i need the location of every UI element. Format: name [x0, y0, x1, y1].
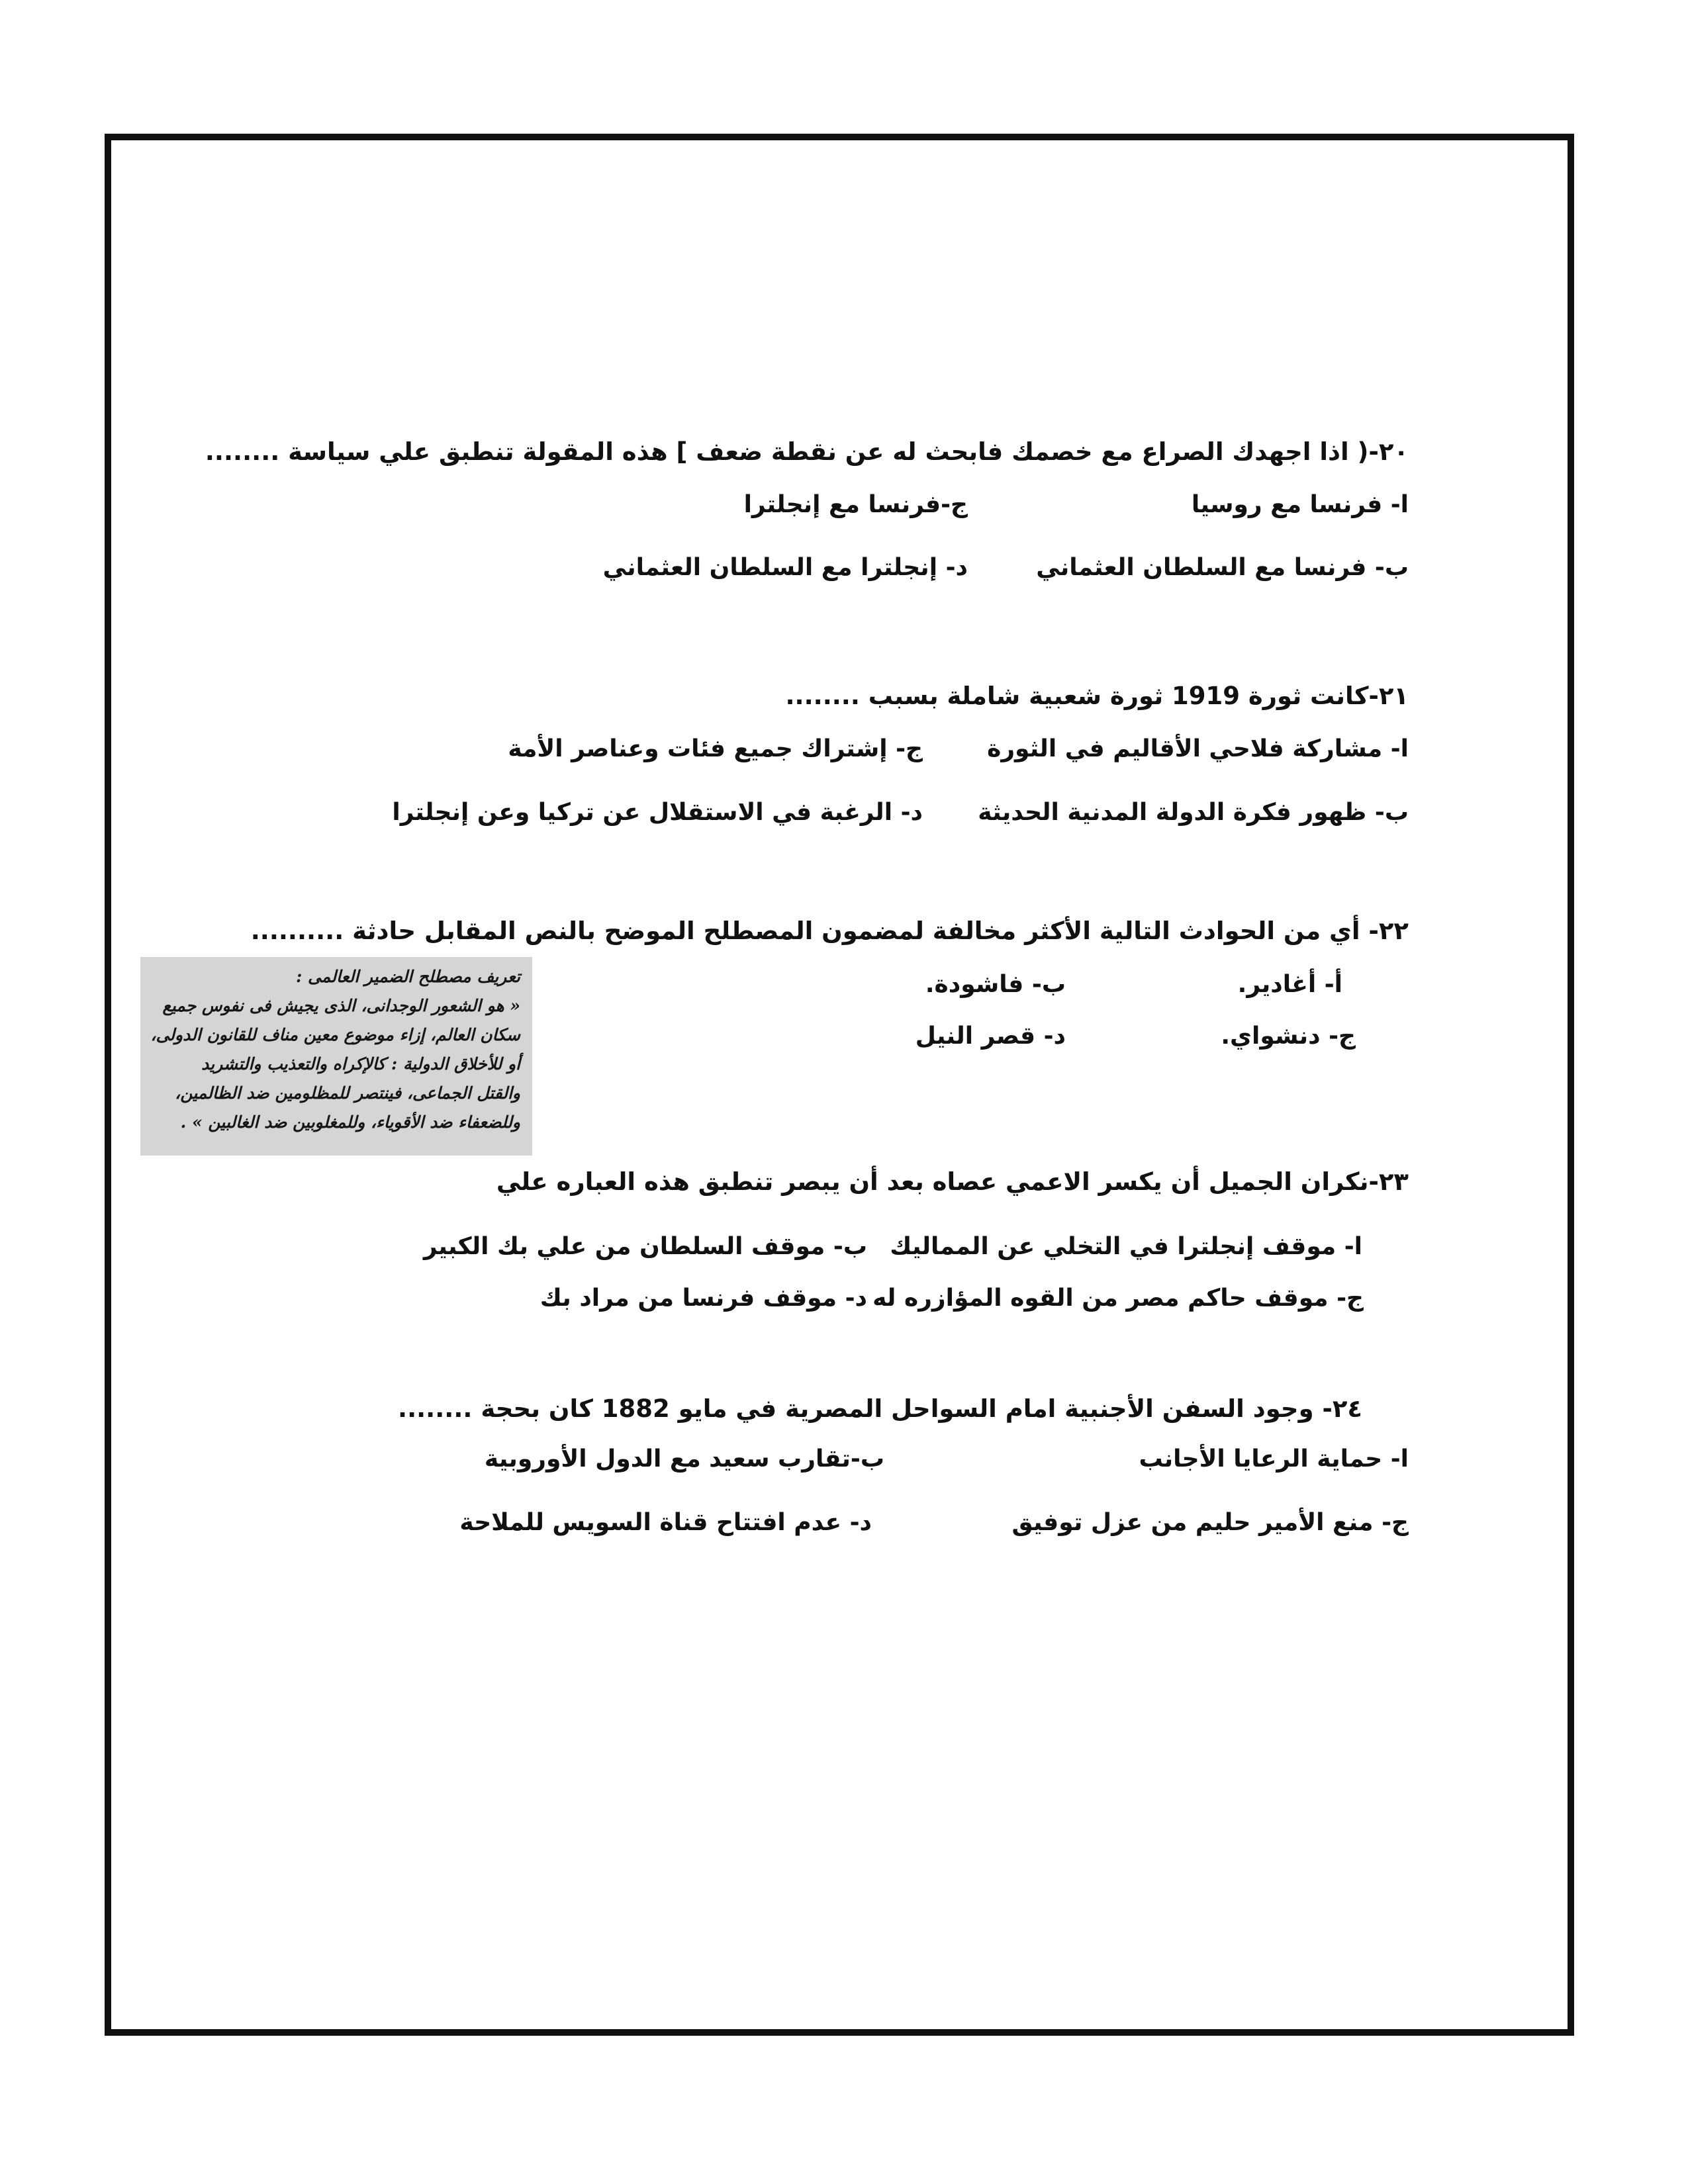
q24-option-d: د- عدم افتتاح قناة السويس للملاحة: [459, 1509, 872, 1536]
q22-option-a: أ- أغادير.: [1237, 971, 1342, 998]
q23-option-b: ب- موقف السلطان من علي بك الكبير: [423, 1233, 867, 1260]
q22-option-d: د- قصر النيل: [915, 1023, 1066, 1050]
q21-question: ٢١-كانت ثورة 1919 ثورة شعبية شاملة بسبب ........: [785, 682, 1409, 710]
q23-option-a: ا- موقف إنجلترا في التخلي عن المماليك: [890, 1233, 1362, 1260]
q24-option-b: ب-تقارب سعيد مع الدول الأوروبية: [484, 1445, 884, 1473]
quote-line: أو للأخلاق الدولية : كالإكراه والتعذيب والتشريد: [201, 1054, 520, 1073]
quote-line: تعريف مصطلح الضمير العالمى :: [296, 967, 520, 986]
q22-question: ٢٢- أي من الحوادث التالية الأكثر مخالفة لمضمون المصطلح الموضح بالنص المقابل حادثة ..........: [250, 917, 1409, 945]
quote-line: والقتل الجماعى، فينتصر للمظلومين ضد الظالمين،: [175, 1083, 520, 1103]
q20-option-a: ا- فرنسا مع روسيا: [1191, 491, 1409, 518]
q21-option-b: ب- ظهور فكرة الدولة المدنية الحديثة: [978, 799, 1409, 826]
q24-option-c: ج- منع الأمير حليم من عزل توفيق: [1011, 1509, 1409, 1536]
q20-option-b: ب- فرنسا مع السلطان العثماني: [1036, 554, 1409, 581]
quote-line: سكان العالم، إزاء موضوع معين مناف للقانون الدولى،: [150, 1025, 520, 1044]
quote-excerpt-box: [140, 957, 532, 1156]
q23-option-d: د- موقف فرنسا من مراد بك: [539, 1285, 867, 1312]
q24-question: ٢٤- وجود السفن الأجنبية امام السواحل المصرية في مايو 1882 كان بحجة ........: [398, 1394, 1362, 1423]
q20-option-d: د- إنجلترا مع السلطان العثماني: [602, 554, 968, 581]
q20-question: ٢٠-( اذا اجهدك الصراع مع خصمك فابحث له عن نقطة ضعف ] هذه المقولة تنطبق علي سياسة ........: [205, 437, 1409, 466]
q22-option-c: ج- دنشواي.: [1221, 1023, 1356, 1050]
quote-line: وللضعفاء ضد الأقوياء، وللمغلوبين ضد الغالبين » .: [180, 1113, 520, 1132]
q23-option-c: ج- موقف حاكم مصر من القوه المؤازره له: [872, 1285, 1364, 1312]
q21-option-a: ا- مشاركة فلاحي الأقاليم في الثورة: [987, 735, 1409, 762]
q24-option-a: ا- حماية الرعايا الأجانب: [1139, 1445, 1409, 1473]
q21-option-c: ج- إشتراك جميع فئات وعناصر الأمة: [508, 735, 923, 762]
q21-option-d: د- الرغبة في الاستقلال عن تركيا وعن إنجلترا: [392, 799, 923, 826]
q22-option-b: ب- فاشودة.: [925, 971, 1066, 998]
q20-option-c: ج-فرنسا مع إنجلترا: [743, 491, 968, 518]
q23-question: ٢٣-نكران الجميل أن يكسر الاعمي عصاه بعد أن يبصر تنطبق هذه العباره علي: [496, 1167, 1409, 1196]
quote-line: « هو الشعور الوجدانى، الذى يجيش فى نفوس جميع: [162, 996, 520, 1015]
